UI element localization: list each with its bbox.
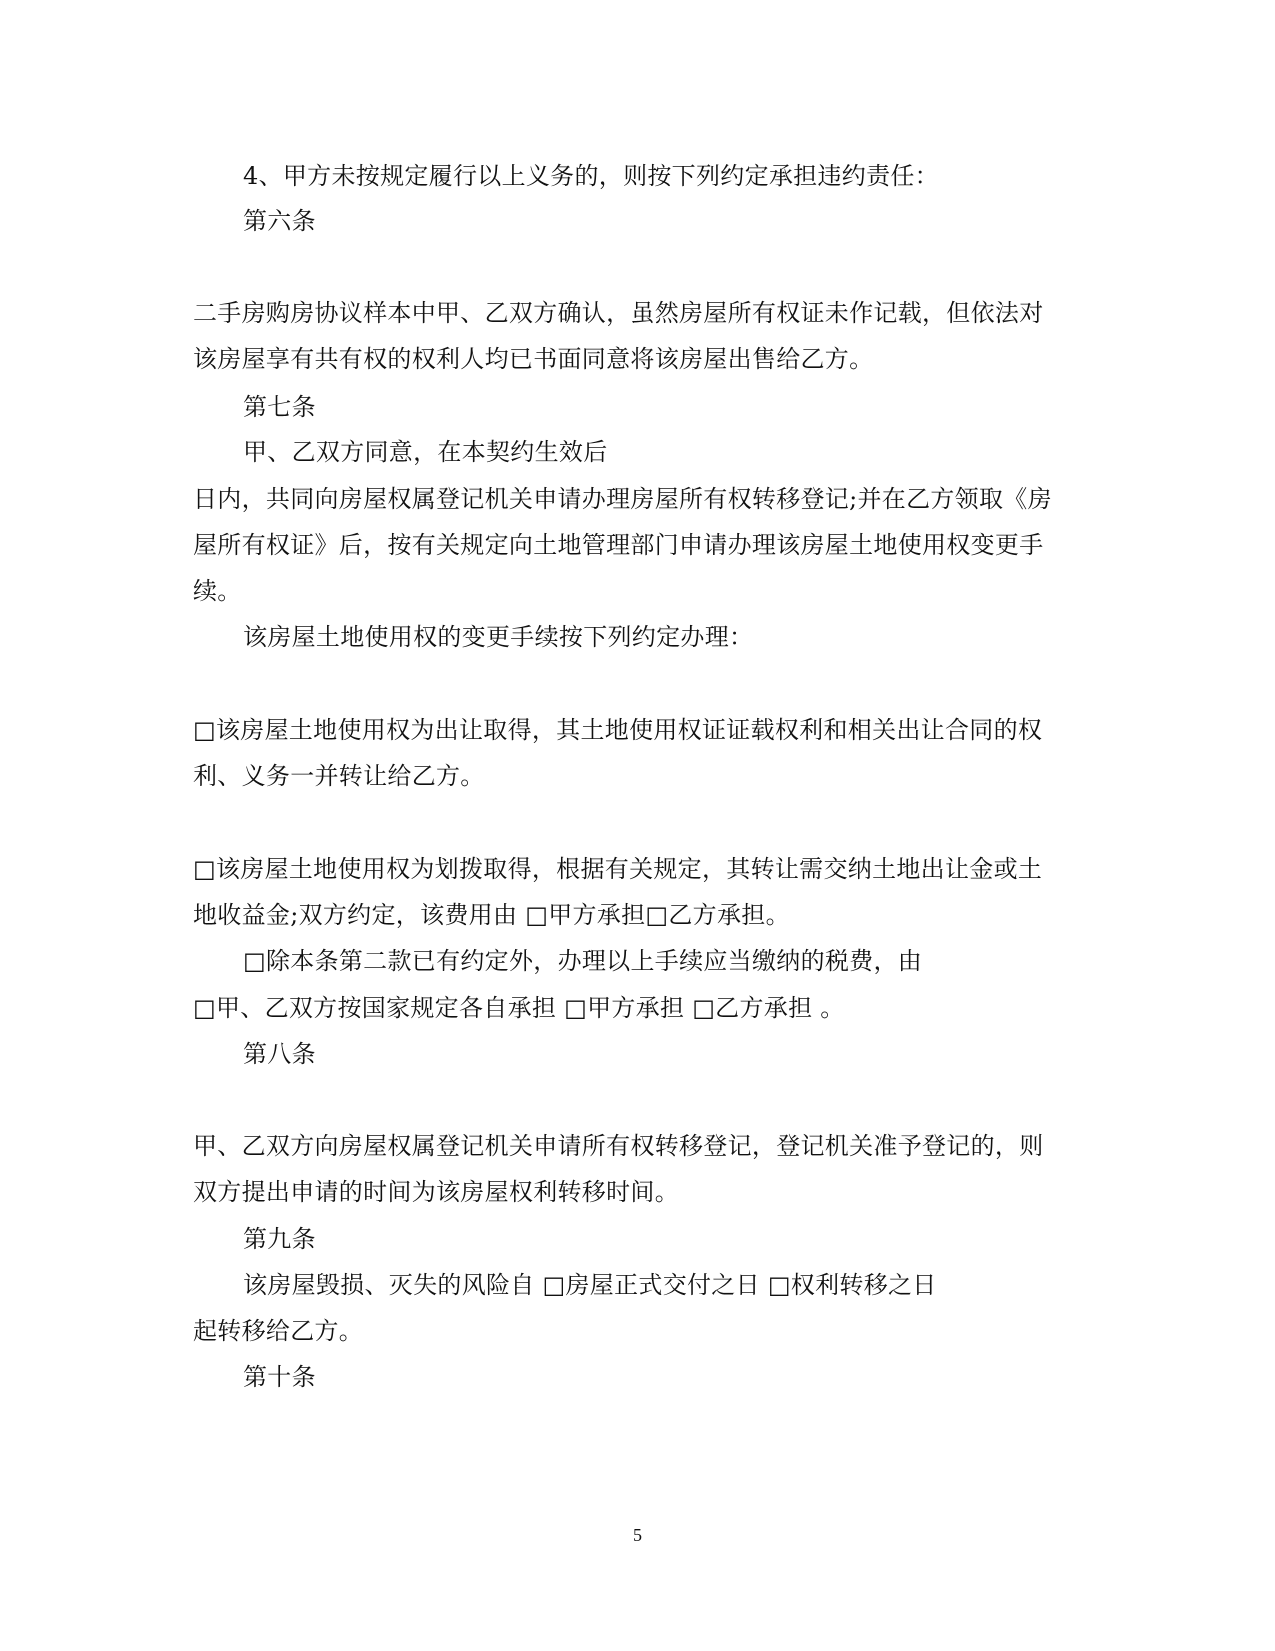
page-number: 5: [633, 1525, 642, 1545]
text-line: 4、甲方未按规定履行以上义务的，则按下列约定承担违约责任：: [243, 162, 939, 190]
article-heading: 第十条: [243, 1363, 316, 1391]
text-line: 甲、乙双方向房屋权属登记机关申请所有权转移登记，登记机关准予登记的，则: [193, 1132, 1044, 1160]
article-heading: 第九条: [243, 1225, 316, 1253]
text-line: 二手房购房协议样本中甲、乙双方确认，虽然房屋所有权证未作记载，但依法对: [193, 299, 1044, 327]
text-line: □甲、乙双方按国家规定各自承担 □甲方承担 □乙方承担 。: [193, 994, 845, 1022]
text-line: 屋所有权证》后，按有关规定向土地管理部门申请办理该房屋土地使用权变更手: [193, 531, 1044, 559]
text-line: □该房屋土地使用权为出让取得，其土地使用权证证载权利和相关出让合同的权: [193, 716, 1043, 744]
text-line: 双方提出申请的时间为该房屋权利转移时间。: [193, 1178, 679, 1206]
text-line: 该房屋土地使用权的变更手续按下列约定办理：: [243, 623, 754, 651]
text-line: 该房屋毁损、灭失的风险自 □房屋正式交付之日 □权利转移之日: [243, 1271, 937, 1299]
text-line: 起转移给乙方。: [193, 1317, 364, 1345]
article-heading: 第六条: [243, 207, 316, 235]
article-heading: 第八条: [243, 1040, 316, 1068]
text-line: 该房屋享有共有权的权利人均已书面同意将该房屋出售给乙方。: [193, 345, 874, 373]
text-line: 续。: [193, 577, 242, 605]
article-heading: 第七条: [243, 393, 316, 421]
text-line: 日内，共同向房屋权属登记机关申请办理房屋所有权转移登记;并在乙方领取《房: [193, 485, 1052, 513]
text-line: 利、义务一并转让给乙方。: [193, 762, 485, 790]
text-line: □除本条第二款已有约定外，办理以上手续应当缴纳的税费，由: [243, 947, 923, 975]
text-line: 地收益金;双方约定，该费用由 □甲方承担□乙方承担。: [193, 901, 790, 929]
text-line: □该房屋土地使用权为划拨取得，根据有关规定，其转让需交纳土地出让金或土: [193, 855, 1043, 883]
text-line: 甲、乙双方同意，在本契约生效后: [243, 438, 608, 466]
